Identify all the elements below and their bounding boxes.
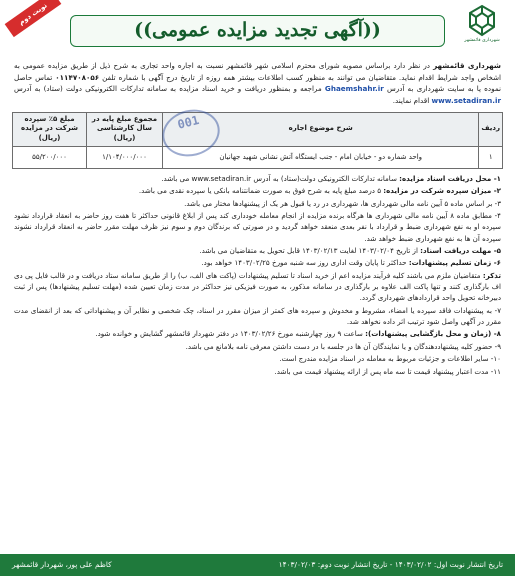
clause-item — [14, 353, 501, 364]
clause-text: ۵ درصد مبلغ پایه به شرح فوق به صورت ضمانتنامه بانکی یا سپرده نقدی می باشد. — [138, 186, 384, 196]
intro-text-3: مراجعه و بمنظور دریافت و خرید اسناد مزایده به سامانه تدارکات الکترونیکی دولت (ستاد) به آدرس — [14, 84, 325, 94]
header-subject: شرح موضوع اجاره — [163, 112, 479, 146]
clause-item — [14, 328, 501, 339]
table-header-row — [13, 112, 503, 146]
row-deposit: ۵۵/۲۰۰/۰۰۰ — [13, 147, 87, 169]
clause-item — [14, 173, 501, 184]
clause-list — [10, 173, 505, 377]
clause-lead: ۵- مهلت دریافت اسناد: — [420, 246, 501, 256]
clause-text: حداکثر تا پایان وقت اداری روز سه شنبه مورخ ۱۴۰۳/۰۲/۲۵ خواهد بود. — [201, 258, 409, 268]
clause-lead: ۶- زمان تسلیم پیشنهادات: — [408, 258, 501, 268]
clause-text: ۴- مطابق ماده ۸ آیین نامه مالی شهرداری ها هرگاه برنده مزایده از انجام معامله خودداری کند پس از ابلاغ قانونی حداکثر تا هفت روز حاضر به انعقاد قرارداد نشود سپرده او به نفع شهرداری ضبط و قرارداد با نفر بعدی منعقد خواهد گردید و در صورتی که برندگان دوم و سوم نیز ظرف مهلت مقرر حاضر به انعقاد قرارداد نشوند سپرده آن ها به نفع شهرداری ضبط خواهد شد. — [14, 211, 501, 243]
header-index: ردیف — [479, 112, 503, 146]
clause-item — [14, 257, 501, 268]
clause-text: از تاریخ ۱۴۰۳/۰۲/۰۴ لغایت ۱۴۰۳/۰۲/۱۳ قابل تحویل به متقاضیان می باشد. — [199, 246, 421, 256]
clause-item — [14, 245, 501, 256]
clause-lead: ۱- محل دریافت اسناد مزایده: — [399, 174, 501, 184]
watermark-stamp: 001 — [157, 103, 224, 162]
municipality-website-link[interactable]: Ghaemshahr.ir — [324, 84, 384, 94]
intro-paragraph — [10, 60, 505, 107]
intro-text-4: اقدام نمایند. — [392, 95, 432, 105]
notice-header — [10, 0, 505, 60]
intro-lead: شهرداری قائمشهر — [433, 61, 501, 70]
clause-lead: ۲- میزان سپرده شرکت در مزایده: — [383, 186, 501, 196]
logo-caption: شهرداری قائمشهر — [464, 38, 500, 43]
clause-lead: ۸- (زمان و محل بازگشایی پیشنهادات): — [365, 329, 501, 339]
footer-signature: کاظم علی پور، شهردار قائمشهر — [12, 560, 112, 569]
clause-text: ۹- حضور کلیه پیشنهاددهندگان و یا نمایندگان آن ها در جلسه با در دست داشتن معرفی نامه بلامانع می باشد. — [185, 341, 501, 351]
clause-item — [14, 341, 501, 352]
phone-number: ۰۱۱۴۷۰۸۰۵۶ — [55, 72, 100, 82]
clause-item — [14, 305, 501, 328]
row-index: ۱ — [479, 147, 503, 169]
intro-text-2: تماس حاصل نموده یا به سایت شهرداری به آدرس — [14, 72, 501, 94]
row-subject: واحد شماره دو - خیابان امام - جنب ایستگاه آتش نشانی شهید جهانیان — [163, 147, 479, 169]
clause-text: ۱۱- مدت اعتبار پیشنهاد قیمت تا سه ماه پس از ارائه پیشنهاد قیمت می باشد. — [274, 366, 501, 376]
header-deposit: مبلغ ۵٪ سپرده شرکت در مزایده (ریال) — [13, 112, 87, 146]
clause-text: ۱۰- سایر اطلاعات و جزئیات مربوط به معامله در اسناد مزایده مندرج است. — [279, 354, 501, 364]
notice-title: ((آگهی تجدید مزایده عمومی)) — [70, 15, 445, 47]
clause-text: ۷- به پیشنهادات فاقد سپرده یا امضاء، مشروط و مخدوش و سپرده های کمتر از میزان مقرر در اسناد، چک شخصی و نظایر آن و پیشنهاداتی که بعد از انقضای مدت مقرر در آگهی واصل شود ترتیب اثر داده نخواهد شد. — [14, 305, 501, 327]
clause-text: سامانه تدارکات الکترونیکی دولت(ستاد) به آدرس www.setadiran.ir می باشد. — [161, 174, 400, 184]
row-base-price: ۱/۱۰۴/۰۰۰/۰۰۰ — [87, 147, 163, 169]
clause-item — [14, 185, 501, 196]
emblem-icon — [466, 4, 498, 38]
municipality-logo — [461, 4, 503, 54]
clause-item — [14, 198, 501, 209]
setad-website-link[interactable]: www.setadiran.ir — [431, 95, 501, 105]
auction-table — [12, 112, 503, 169]
table-row — [13, 147, 503, 169]
clause-text: ساعت ۹ روز چهارشنبه مورخ ۱۴۰۳/۰۲/۲۶ در دفتر شهردار قائمشهر گشایش و خوانده شود. — [95, 329, 366, 339]
second-publication-ribbon: نوبت دوم — [5, 0, 62, 37]
clause-item — [14, 210, 501, 244]
auction-table-wrapper — [12, 112, 503, 169]
clause-lead: تذکر: — [482, 270, 501, 280]
footer-publication-dates: تاریخ انتشار نوبت اول: ۱۴۰۳/۰۲/۰۲ - تاریخ انتشار نوبت دوم: ۱۴۰۳/۰۲/۰۳ — [278, 560, 503, 569]
clause-text: ۳- بر اساس ماده ۵ آیین نامه مالی شهرداری ها، شهرداری در رد یا قبول هر یک از پیشنهادها مختار می باشد. — [184, 198, 501, 208]
intro-text-1: در نظر دارد براساس مصوبه شورای محترم اسلامی شهر قائمشهر نسبت به اجاره واحد تجاری به شرح ذیل از طریق مزایده عمومی به اشخاص واجد شرایط اقدام نماید. متقاضیان می توانند به منظور کسب اطلاعات بیشتر همه روزه از تاریخ درج آگهی با شماره تلفن — [14, 61, 501, 82]
clause-item — [14, 270, 501, 304]
clause-item — [14, 366, 501, 377]
clause-text: متقاضیان ملزم می باشند کلیه فرآیند مزایده اعم از خرید اسناد تا تسلیم پیشنهادات (پاکت های الف، ب) را از طریق سامانه ستاد دریافت و در قالب فایل پی دی اف بارگذاری کنند و تنها پاکت الف علاوه بر بارگذاری در سامانه مذکور، به صورت فیزیکی نیز حداکثر در مدت زمان تعیین شده (مهلت تسلیم پیشنهادها) پس از ثبت دبیرخانه تحویل واحد قراردادهای شهرداری گردد. — [14, 270, 501, 303]
notice-footer — [0, 554, 515, 576]
header-base-price: مجموع مبلغ پایه در سال کارشناسی (ریال) — [87, 112, 163, 146]
